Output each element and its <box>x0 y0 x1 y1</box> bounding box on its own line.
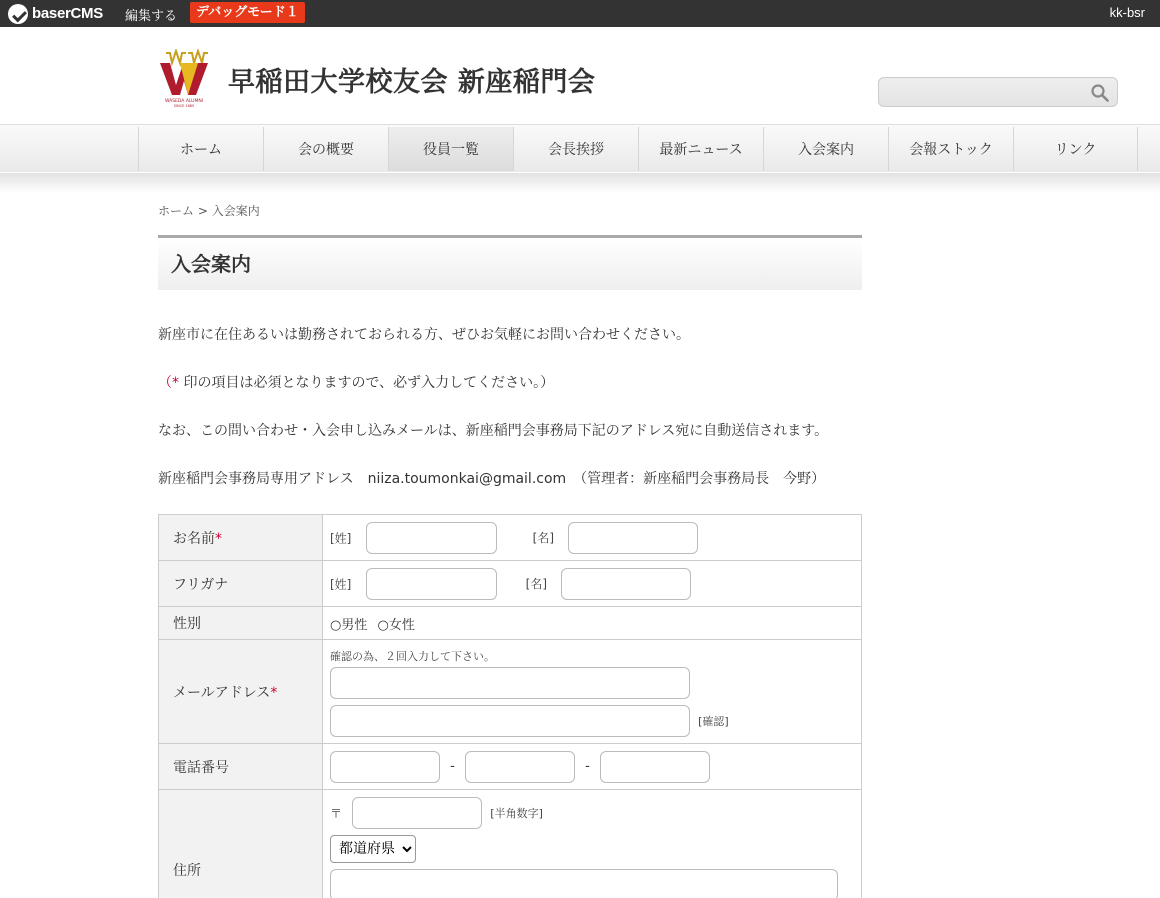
form-row-kana <box>159 561 862 607</box>
last-name-kana-tag: [姓] <box>330 577 352 591</box>
phone-separator-1: - <box>450 759 455 774</box>
phone-input-3[interactable] <box>600 751 710 783</box>
debug-mode-badge: デバッグモード１ <box>190 2 305 23</box>
form-row-name <box>159 515 862 561</box>
postal-code-input[interactable] <box>352 797 482 829</box>
global-nav <box>0 124 1160 172</box>
search-icon[interactable] <box>1091 84 1109 102</box>
gender-female-radio[interactable]: ○女性 <box>377 617 415 633</box>
auto-send-note: なお、この問い合わせ・入会申し込みメールは、新座稲門会事務局下記のアドレス宛に自動送信されます。 <box>158 423 829 439</box>
edit-link[interactable]: 編集する <box>125 9 178 24</box>
office-address-line: 新座稲門会事務局専用アドレス niiza.toumonkai@gmail.com （管理者：新座稲門会事務局長 今野） <box>158 471 826 487</box>
nav-item-admission[interactable]: 入会案内 <box>763 127 888 171</box>
basercms-logo[interactable] <box>8 4 103 23</box>
required-mark-email: * <box>270 684 278 701</box>
email-label: メールアドレス* <box>159 640 323 744</box>
first-name-input[interactable] <box>568 522 698 554</box>
nav-item-home[interactable]: ホーム <box>138 127 263 171</box>
required-note-text: 印の項目は必須となりますので、必ず入力してください。） <box>179 375 555 391</box>
postal-mark: 〒 <box>330 806 343 821</box>
name-label: お名前* <box>159 515 323 561</box>
first-name-kana-tag: [名] <box>525 577 548 591</box>
admin-bar <box>0 0 1160 27</box>
phone-input-1[interactable] <box>330 751 440 783</box>
phone-separator-2: - <box>585 759 590 774</box>
postal-hint: [半角数字] <box>490 806 543 820</box>
last-name-input[interactable] <box>366 522 497 554</box>
form-row-address <box>159 790 862 898</box>
nav-item-newsletter[interactable]: 会報ストック <box>888 127 1013 171</box>
required-mark: * <box>172 375 179 391</box>
site-title[interactable]: 早稲田大学校友会 新座稲門会 <box>228 67 596 98</box>
breadcrumb-home-link[interactable]: ホーム <box>158 204 195 218</box>
required-note <box>158 372 554 392</box>
last-name-kana-input[interactable] <box>366 568 497 600</box>
breadcrumb-current: 入会案内 <box>211 204 260 218</box>
email-input[interactable] <box>330 667 690 699</box>
search-box[interactable] <box>878 77 1118 107</box>
nav-item-about[interactable]: 会の概要 <box>263 127 388 171</box>
form-row-email <box>159 640 862 744</box>
phone-label: 電話番号 <box>159 744 323 790</box>
nav-item-officers[interactable]: 役員一覧 <box>388 127 513 171</box>
breadcrumb-separator: > <box>197 204 208 218</box>
contact-form-table <box>158 514 862 898</box>
nav-item-greeting[interactable]: 会長挨拶 <box>513 127 638 171</box>
search-input[interactable] <box>879 78 1079 106</box>
logo-caption: WASEDA ALUMNI <box>164 99 204 104</box>
last-name-tag: [姓] <box>330 531 352 545</box>
gender-label: 性別 <box>159 607 323 640</box>
address-label: 住所 <box>159 790 323 898</box>
basercms-logo-icon <box>8 4 28 24</box>
first-name-tag: [名] <box>532 531 555 545</box>
basercms-logo-text: baserCMS <box>32 5 103 22</box>
form-row-gender <box>159 607 862 640</box>
email-confirm-tag: [確認] <box>698 714 729 728</box>
waseda-alumni-logo[interactable] <box>158 49 210 109</box>
form-row-phone <box>159 744 862 790</box>
user-menu[interactable]: kk-bsr <box>1109 5 1145 20</box>
address-input[interactable] <box>330 869 838 898</box>
required-note-open: （ <box>158 375 172 391</box>
gender-male-radio[interactable]: ○男性 <box>330 617 368 633</box>
required-mark-name: * <box>215 530 222 547</box>
email-hint: 確認の為、２回入力して下さい。 <box>330 650 495 663</box>
first-name-kana-input[interactable] <box>561 568 691 600</box>
breadcrumb <box>158 202 260 219</box>
intro-text: 新座市に在住あるいは勤務されておられる方、ぜひお気軽にお問い合わせください。 <box>158 327 690 343</box>
email-confirm-input[interactable] <box>330 705 690 737</box>
kana-label: フリガナ <box>159 561 323 607</box>
page-title: 入会案内 <box>158 235 862 290</box>
logo-caption-since: SINCE 1885 <box>173 104 195 108</box>
nav-item-links[interactable]: リンク <box>1013 127 1138 171</box>
prefecture-select[interactable] <box>330 835 416 863</box>
phone-input-2[interactable] <box>465 751 575 783</box>
nav-item-news[interactable]: 最新ニュース <box>638 127 763 171</box>
site-header <box>0 27 1160 125</box>
